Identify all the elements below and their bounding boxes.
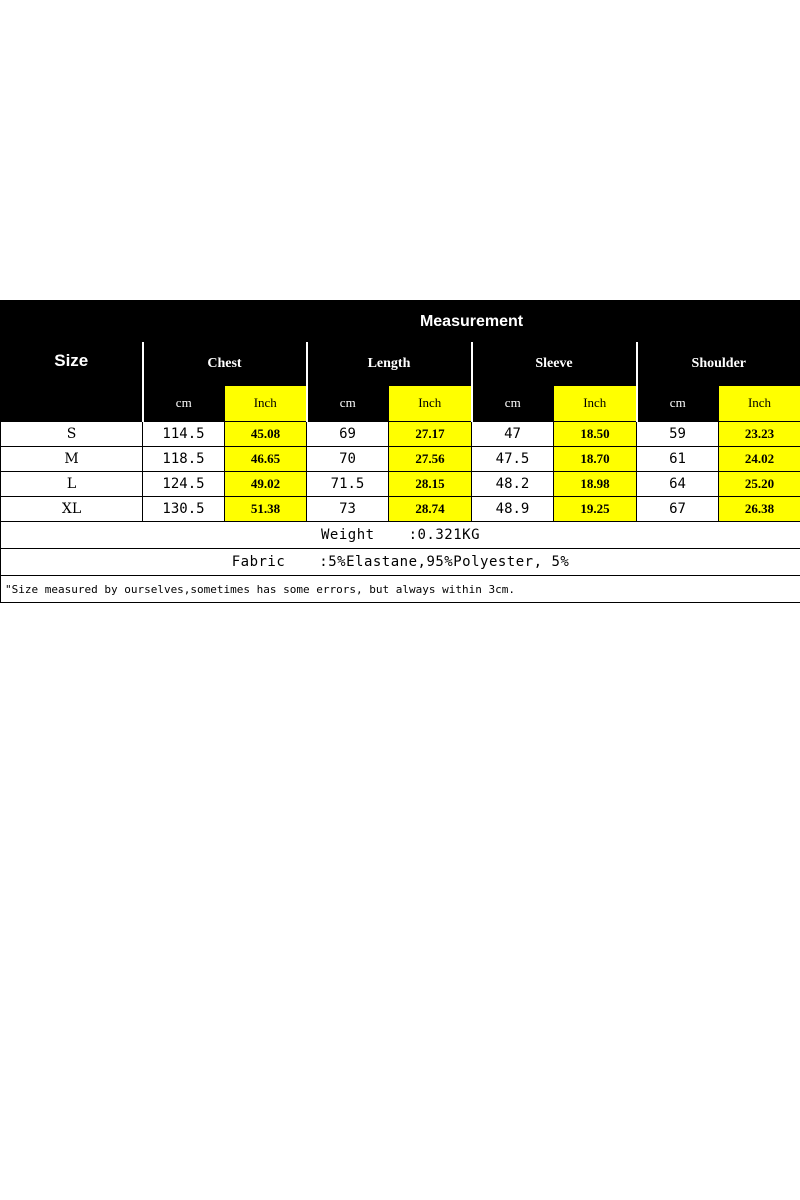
shoulder-cm-cell: 67 — [637, 497, 719, 522]
table-row — [1, 497, 800, 522]
chest-cm-cell: 118.5 — [143, 447, 225, 472]
sleeve-inch-cell: 18.50 — [554, 422, 637, 447]
length-cm-cell: 73 — [307, 497, 389, 522]
sleeve-cm-cell: 47.5 — [472, 447, 554, 472]
chest-inch-cell: 45.08 — [225, 422, 307, 447]
chest-header: Chest — [143, 343, 307, 385]
size-column-header: Size — [1, 301, 143, 422]
chest-inch-cell: 49.02 — [225, 472, 307, 497]
length-cm-cell: 69 — [307, 422, 389, 447]
weight-cell — [1, 522, 800, 549]
fabric-cell — [1, 549, 800, 576]
chest-cm-cell: 114.5 — [143, 422, 225, 447]
size-cell: L — [1, 472, 143, 497]
sleeve-inch-cell: 18.70 — [554, 447, 637, 472]
shoulder-cm-cell: 64 — [637, 472, 719, 497]
note-row — [1, 576, 800, 603]
weight-value: :0.321KG — [408, 527, 481, 543]
size-chart-table — [0, 300, 800, 603]
chest-inch-header: Inch — [225, 385, 307, 421]
fabric-value: :5%Elastane,95%Polyester, 5% — [319, 554, 570, 570]
shoulder-inch-cell: 23.23 — [719, 422, 800, 447]
measurement-header: Measurement — [143, 301, 800, 343]
shoulder-cm-header: cm — [637, 385, 719, 421]
fabric-row — [1, 549, 800, 576]
length-inch-cell: 28.15 — [389, 472, 472, 497]
length-cm-cell: 71.5 — [307, 472, 389, 497]
table-row — [1, 472, 800, 497]
shoulder-inch-cell: 26.38 — [719, 497, 800, 522]
measurement-note: "Size measured by ourselves,sometimes has some errors, but always within 3cm. — [1, 576, 800, 603]
length-cm-cell: 70 — [307, 447, 389, 472]
shoulder-cm-cell: 59 — [637, 422, 719, 447]
sleeve-inch-cell: 18.98 — [554, 472, 637, 497]
chest-cm-cell: 124.5 — [143, 472, 225, 497]
sleeve-inch-cell: 19.25 — [554, 497, 637, 522]
chest-inch-cell: 46.65 — [225, 447, 307, 472]
chest-cm-cell: 130.5 — [143, 497, 225, 522]
table-row — [1, 422, 800, 447]
sleeve-cm-cell: 48.9 — [472, 497, 554, 522]
length-inch-cell: 27.56 — [389, 447, 472, 472]
table-row — [1, 447, 800, 472]
size-cell: M — [1, 447, 143, 472]
sleeve-inch-header: Inch — [554, 385, 637, 421]
sleeve-cm-cell: 48.2 — [472, 472, 554, 497]
length-inch-cell: 28.74 — [389, 497, 472, 522]
shoulder-inch-cell: 25.20 — [719, 472, 800, 497]
length-inch-cell: 27.17 — [389, 422, 472, 447]
shoulder-header: Shoulder — [637, 343, 800, 385]
length-inch-header: Inch — [389, 385, 472, 421]
weight-label: Weight — [321, 527, 375, 543]
size-cell: XL — [1, 497, 143, 522]
shoulder-inch-header: Inch — [719, 385, 800, 421]
shoulder-cm-cell: 61 — [637, 447, 719, 472]
chest-cm-header: cm — [143, 385, 225, 421]
fabric-label: Fabric — [231, 554, 286, 570]
weight-row — [1, 522, 800, 549]
shoulder-inch-cell: 24.02 — [719, 447, 800, 472]
sleeve-cm-cell: 47 — [472, 422, 554, 447]
chest-inch-cell: 51.38 — [225, 497, 307, 522]
sleeve-header: Sleeve — [472, 343, 637, 385]
length-header: Length — [307, 343, 472, 385]
length-cm-header: cm — [307, 385, 389, 421]
sleeve-cm-header: cm — [472, 385, 554, 421]
size-cell: S — [1, 422, 143, 447]
